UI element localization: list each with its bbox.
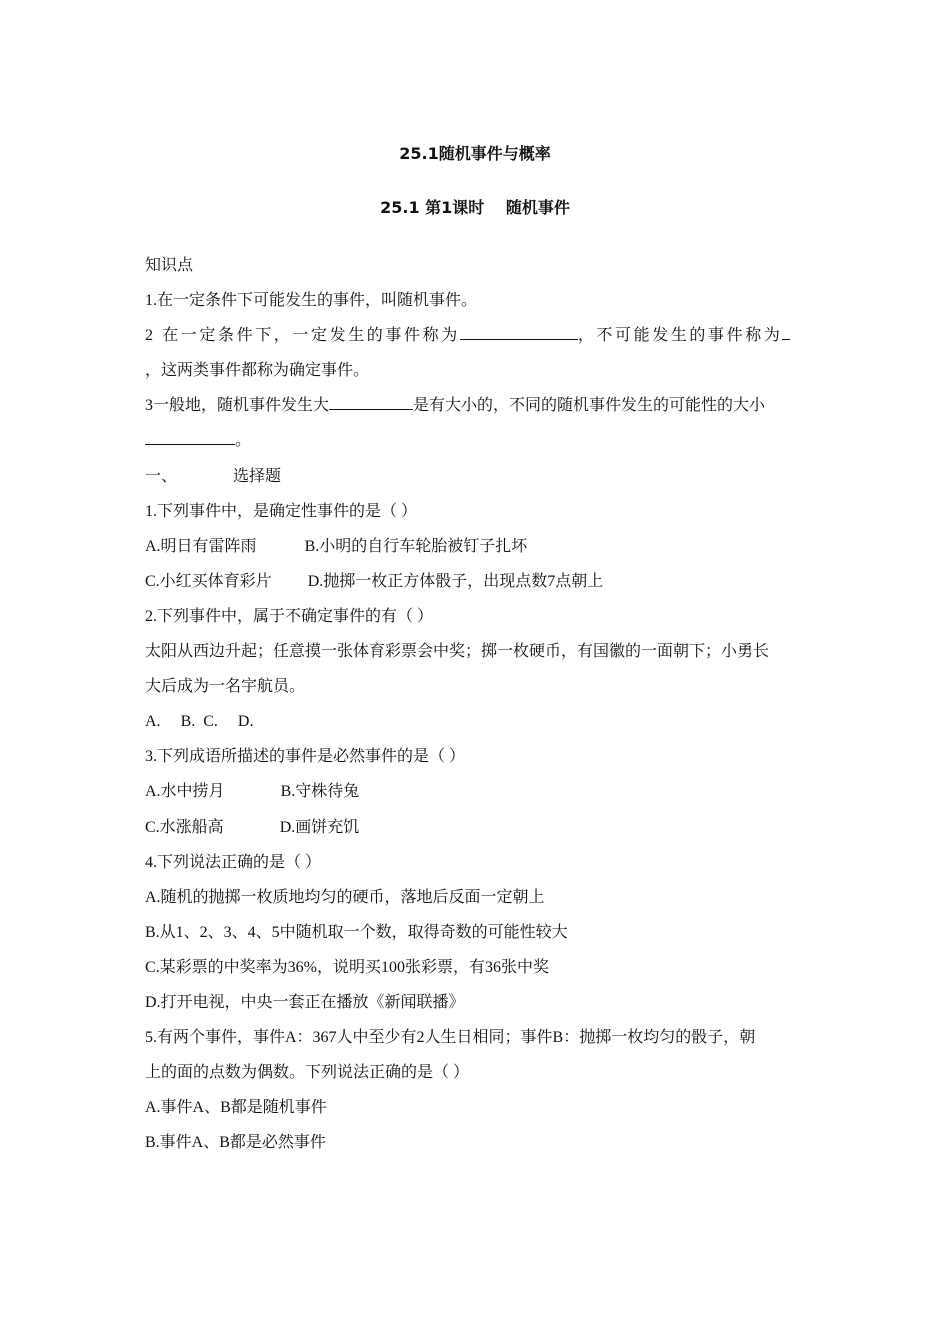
fill-blank <box>460 324 578 340</box>
option-d: D.画饼充饥 <box>279 818 360 836</box>
knowledge-point-2 <box>145 318 810 353</box>
question-1-options-ab <box>145 529 810 564</box>
text: 3一般地，随机事件发生大 <box>145 397 330 415</box>
question-4-option-a: A.随机的抛掷一枚质地均匀的硬币，落地后反面一定朝上 <box>145 888 545 906</box>
question-2-text: 太阳从西边升起；任意摸一张体育彩票会中奖；掷一枚硬币，有国徽的一面朝下；小勇长 <box>145 643 770 661</box>
question-4-option-d: D.打开电视，中央一套正在播放《新闻联播》 <box>145 993 465 1011</box>
knowledge-point-2-cont: ，这两类事件都称为确定事件。 <box>145 362 370 380</box>
question-4-option-b: B.从1、2、3、4、5中随机取一个数，取得奇数的可能性较大 <box>145 923 568 941</box>
question-3-stem: 3.下列成语所描述的事件是必然事件的是（ ） <box>145 748 466 766</box>
option-a: A.水中捞月 <box>145 783 225 801</box>
knowledge-point-3 <box>145 388 810 423</box>
option-b: B.小明的自行车轮胎被钉子扎坏 <box>304 537 528 555</box>
text: 2 在一定条件下，一定发生的事件称为 <box>145 327 460 345</box>
fill-blank <box>782 324 790 340</box>
option-d: D. <box>237 713 254 731</box>
option-c: C.小红买体育彩片 <box>145 572 272 590</box>
question-5-stem: 5.有两个事件，事件A：367人中至少有2人生日相同；事件B：抛掷一枚均匀的骰子，朝 <box>145 1029 756 1047</box>
question-1-stem: 1.下列事件中，是确定性事件的是（ ） <box>145 502 418 520</box>
fill-blank <box>329 394 413 410</box>
knowledge-heading: 知识点 <box>145 257 194 274</box>
question-2-text-cont: 大后成为一名宇航员。 <box>145 678 306 696</box>
question-1-options-cd <box>145 564 810 599</box>
option-c: C.水涨船高 <box>145 818 224 836</box>
question-3-options-cd <box>145 810 810 845</box>
knowledge-point-3-cont <box>145 423 810 458</box>
fill-blank <box>145 429 235 445</box>
document-title: 25.1随机事件与概率 <box>399 144 551 163</box>
section-heading <box>145 459 810 494</box>
option-a: A. <box>145 713 161 731</box>
section-number: 一、 <box>145 467 178 485</box>
question-5-stem-cont: 上的面的点数为偶数。下列说法正确的是（ ） <box>145 1064 470 1082</box>
text: ，不可能发生的事件称为 <box>577 327 783 345</box>
question-3-options-ab <box>145 774 810 809</box>
question-2-options <box>145 704 810 739</box>
option-d: D.抛掷一枚正方体骰子，出现点数7点朝上 <box>307 572 604 590</box>
question-2-stem: 2.下列事件中，属于不确定事件的有（ ） <box>145 607 434 625</box>
lesson-subtitle: 25.1 第1课时 随机事件 <box>380 198 570 217</box>
question-4-stem: 4.下列说法正确的是（ ） <box>145 853 322 871</box>
text: 是有大小的，不同的随机事件发生的可能性的大小 <box>413 397 766 415</box>
document-body <box>145 248 810 1160</box>
question-5-option-b: B.事件A、B都是必然事件 <box>145 1134 326 1152</box>
knowledge-point-1: 1.在一定条件下可能发生的事件，叫随机事件。 <box>145 292 478 310</box>
option-c: C. <box>203 713 218 731</box>
question-4-option-c: C.某彩票的中奖率为36%，说明买100张彩票，有36张中奖 <box>145 958 550 976</box>
option-b: B.守株待兔 <box>280 783 360 801</box>
section-name: 选择题 <box>233 467 282 485</box>
option-a: A.明日有雷阵雨 <box>145 537 257 555</box>
option-b: B. <box>180 713 196 731</box>
text: 。 <box>235 432 252 450</box>
question-5-option-a: A.事件A、B都是随机事件 <box>145 1099 327 1117</box>
